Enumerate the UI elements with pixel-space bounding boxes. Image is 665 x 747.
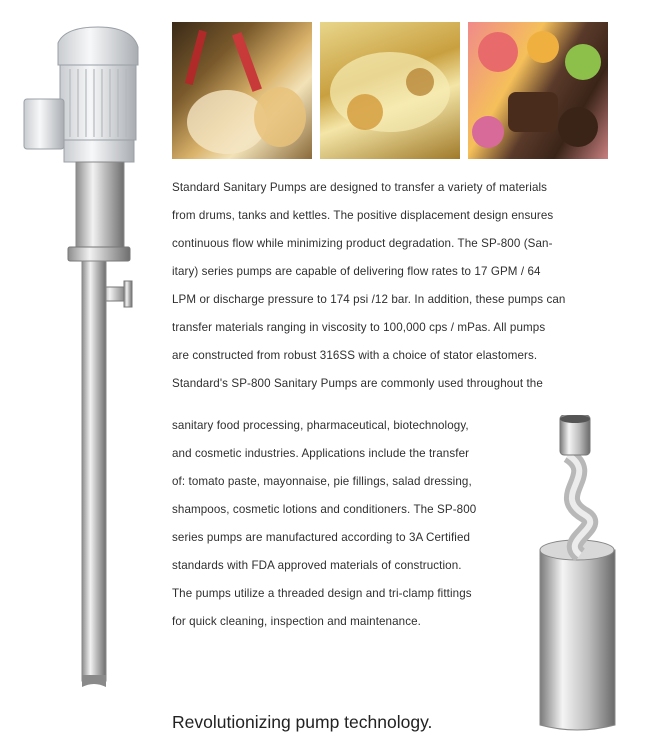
paragraph-line: and cosmetic industries. Applications include the transfer [172, 447, 470, 460]
paragraph-line: from drums, tanks and kettles. The positive displacement design ensures [172, 209, 554, 222]
paragraph-line: of: tomato paste, mayonnaise, pie fillings, salad dressing, [172, 475, 472, 488]
paragraph-line: itary) series pumps are capable of delivering flow rates to 17 GPM / 64 [172, 265, 541, 278]
pump-illustration [20, 25, 145, 690]
rotor-stator-illustration [530, 415, 625, 735]
cosmetics-photo [172, 22, 312, 159]
paragraph-line: Standard Sanitary Pumps are designed to transfer a variety of materials [172, 181, 548, 194]
food-photo [320, 22, 460, 159]
paragraph-line: series pumps are manufactured according to 3A Certified [172, 531, 471, 544]
paragraph-line: sanitary food processing, pharmaceutical, biotechnology, [172, 419, 469, 432]
paragraph-line: for quick cleaning, inspection and maintenance. [172, 615, 421, 628]
paragraph-line: Standard's SP-800 Sanitary Pumps are commonly used throughout the [172, 377, 543, 390]
tagline: Revolutionizing pump technology. [172, 712, 433, 732]
paragraph-line: transfer materials ranging in viscosity to 100,000 cps / mPas. All pumps [172, 321, 546, 334]
paragraph-line: are constructed from robust 316SS with a choice of stator elastomers. [172, 349, 538, 362]
paragraph-line: shampoos, cosmetic lotions and conditioners. The SP-800 [172, 503, 477, 516]
confectionery-photo [468, 22, 608, 159]
paragraph-line: The pumps utilize a threaded design and tri-clamp fittings [172, 587, 472, 600]
paragraph-line: standards with FDA approved materials of construction. [172, 559, 462, 572]
paragraph-line: continuous flow while minimizing product degradation. The SP-800 (San- [172, 237, 553, 250]
paragraph-line: LPM or discharge pressure to 174 psi /12 bar. In addition, these pumps can [172, 293, 566, 306]
